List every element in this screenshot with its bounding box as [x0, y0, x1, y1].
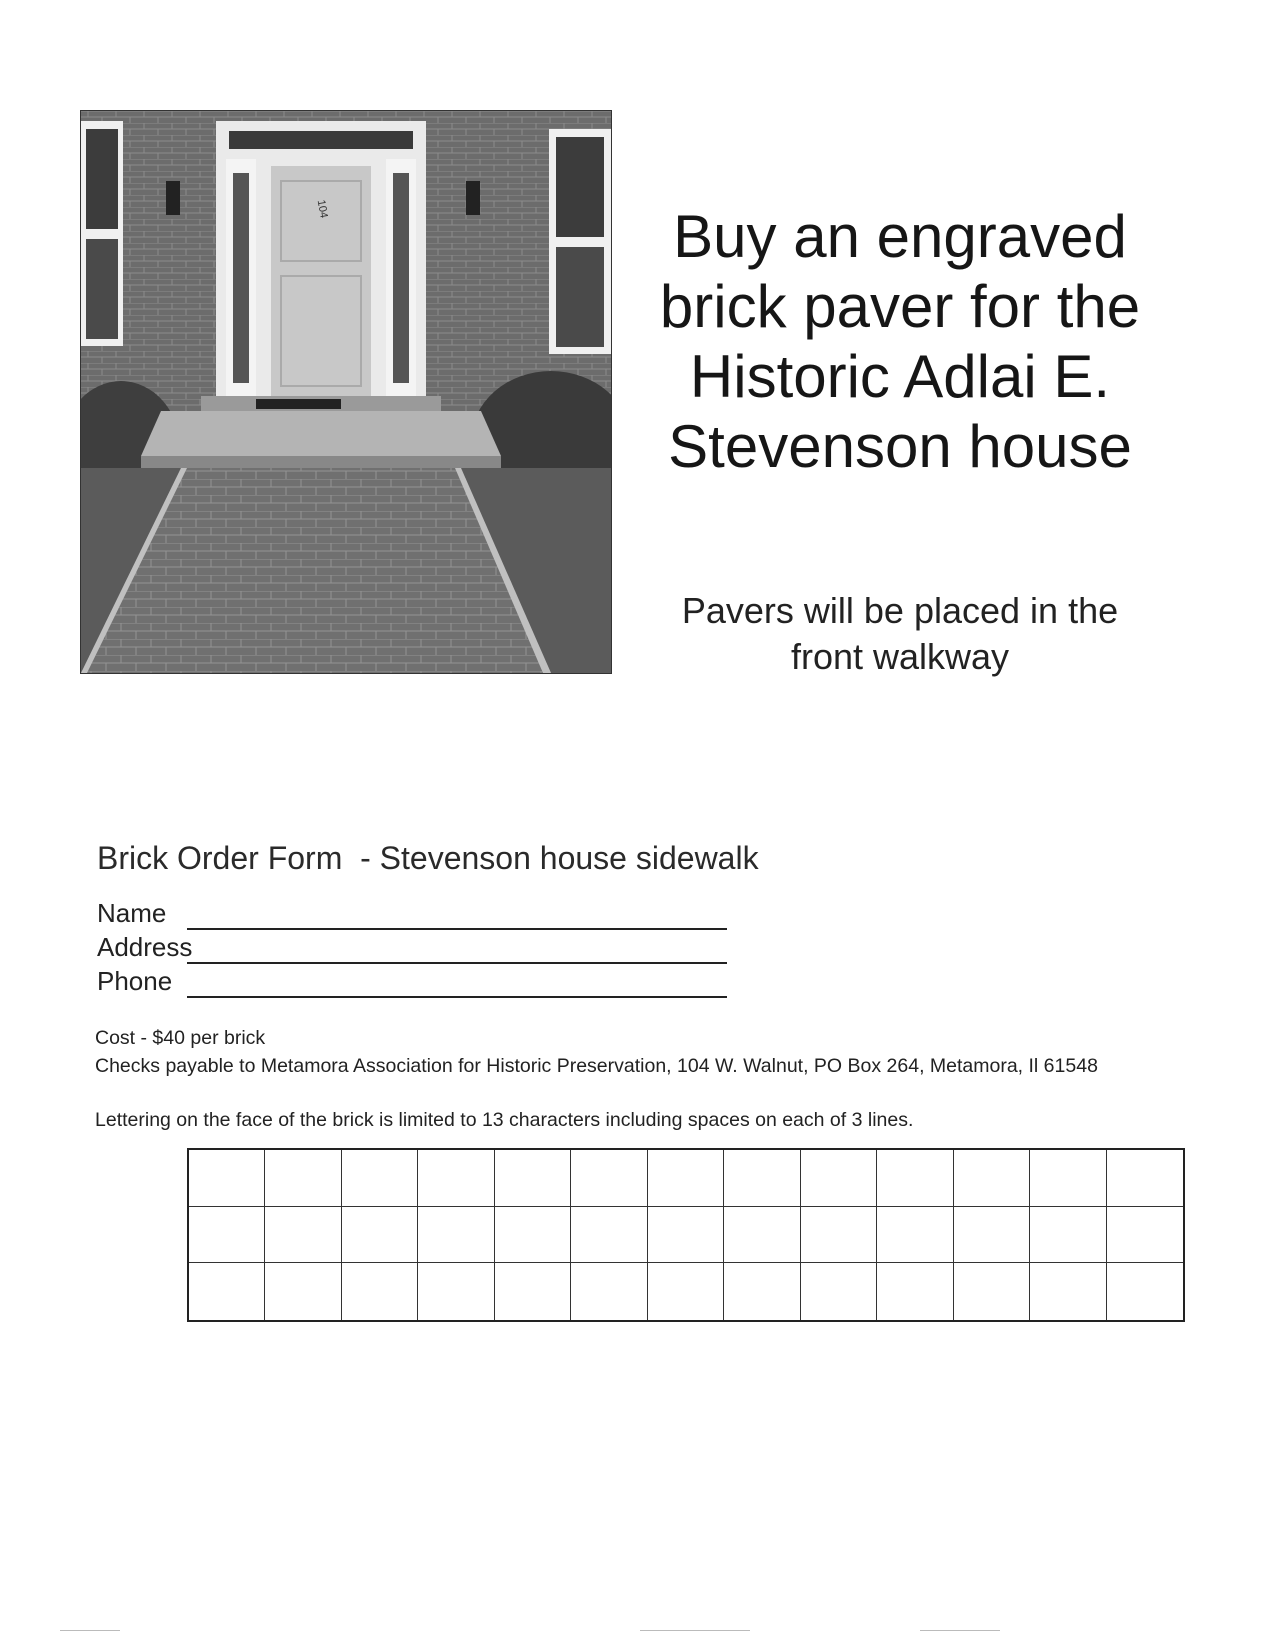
checks-payable-text: Checks payable to Metamora Association for Historic Preservation, 104 W. Walnut, PO Box 264, Metamora, Il 61548: [95, 1055, 1098, 1077]
letter-cell[interactable]: [571, 1207, 647, 1264]
letter-cell[interactable]: [418, 1263, 494, 1320]
letter-cell[interactable]: [877, 1263, 953, 1320]
scan-artifact: [60, 1630, 120, 1631]
address-input-line[interactable]: [187, 962, 727, 964]
letter-cell[interactable]: [495, 1207, 571, 1264]
letter-cell[interactable]: [495, 1263, 571, 1320]
letter-cell[interactable]: [801, 1207, 877, 1264]
letter-cell[interactable]: [724, 1263, 800, 1320]
letter-cell[interactable]: [1030, 1150, 1106, 1207]
letter-cell[interactable]: [571, 1263, 647, 1320]
letter-cell[interactable]: [342, 1150, 418, 1207]
house-entrance-photo: [80, 110, 612, 674]
letter-cell[interactable]: [189, 1263, 265, 1320]
door-number: 104: [314, 198, 330, 220]
subline-line: front walkway: [790, 636, 1010, 677]
scan-artifact: [640, 1630, 750, 1631]
name-input-line[interactable]: [187, 928, 727, 930]
letter-cell[interactable]: [1107, 1150, 1183, 1207]
form-title: Brick Order Form - Stevenson house sidewalk: [97, 840, 759, 876]
cost-text: Cost - $40 per brick: [95, 1027, 266, 1049]
letter-cell[interactable]: [648, 1150, 724, 1207]
letter-cell[interactable]: [954, 1207, 1030, 1264]
letter-cell[interactable]: [265, 1263, 341, 1320]
phone-field[interactable]: [97, 966, 737, 1000]
headline-line: Buy an engraved: [673, 203, 1127, 270]
headline-line: Historic Adlai E.: [689, 343, 1111, 410]
field-label: Phone: [97, 966, 173, 996]
phone-input-line[interactable]: [187, 996, 727, 998]
letter-cell[interactable]: [954, 1263, 1030, 1320]
name-field[interactable]: [97, 898, 737, 932]
headline-line: brick paver for the: [659, 273, 1141, 340]
lettering-grid[interactable]: [187, 1148, 1185, 1322]
letter-cell[interactable]: [877, 1207, 953, 1264]
letter-cell[interactable]: [342, 1263, 418, 1320]
letter-cell[interactable]: [571, 1150, 647, 1207]
letter-cell[interactable]: [265, 1207, 341, 1264]
subline-line: Pavers will be placed in the: [681, 590, 1119, 631]
letter-cell[interactable]: [418, 1207, 494, 1264]
letter-cell[interactable]: [418, 1150, 494, 1207]
letter-cell[interactable]: [648, 1207, 724, 1264]
headline: [640, 202, 1160, 482]
address-field[interactable]: [97, 932, 737, 966]
letter-cell[interactable]: [495, 1150, 571, 1207]
letter-cell[interactable]: [801, 1150, 877, 1207]
letter-cell[interactable]: [1107, 1207, 1183, 1264]
letter-cell[interactable]: [342, 1207, 418, 1264]
letter-cell[interactable]: [954, 1150, 1030, 1207]
letter-cell[interactable]: [189, 1207, 265, 1264]
letter-cell[interactable]: [801, 1263, 877, 1320]
letter-cell[interactable]: [724, 1150, 800, 1207]
subline: [640, 588, 1160, 680]
headline-line: Stevenson house: [668, 413, 1132, 480]
letter-cell[interactable]: [877, 1150, 953, 1207]
letter-cell[interactable]: [1030, 1207, 1106, 1264]
letter-cell[interactable]: [724, 1207, 800, 1264]
letter-cell[interactable]: [265, 1150, 341, 1207]
letter-cell[interactable]: [1030, 1263, 1106, 1320]
field-label: Name: [97, 898, 167, 928]
lettering-note: Lettering on the face of the brick is limited to 13 characters including spaces on each of 3 lines.: [95, 1109, 914, 1131]
scan-artifact: [920, 1630, 1000, 1631]
field-label: Address: [97, 932, 193, 962]
letter-cell[interactable]: [189, 1150, 265, 1207]
letter-cell[interactable]: [1107, 1263, 1183, 1320]
letter-cell[interactable]: [648, 1263, 724, 1320]
